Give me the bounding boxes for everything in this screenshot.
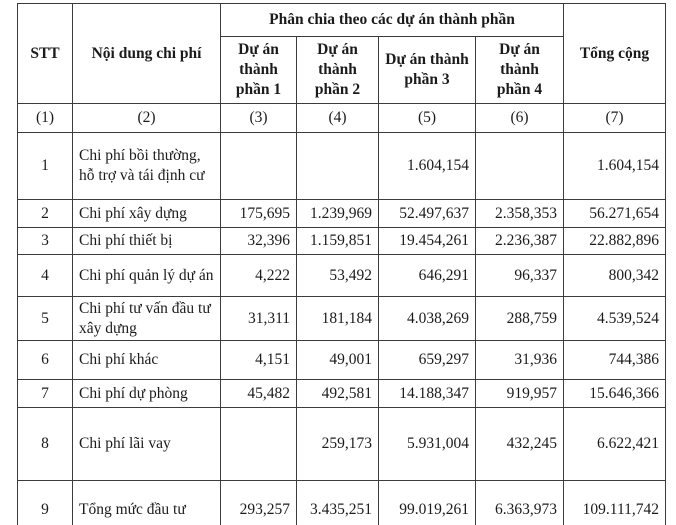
cell-value: 4.539,524 <box>564 297 666 341</box>
row-stt: 6 <box>18 341 73 380</box>
col-header-stt: STT <box>18 4 73 104</box>
cell-value: 109.111,742 <box>564 481 666 525</box>
row-label: Chi phí bồi thường, hỗ trợ và tái định cư <box>73 133 221 200</box>
table-row <box>18 297 666 341</box>
row-stt: 7 <box>18 380 73 408</box>
cell-value: 1.604,154 <box>379 133 476 200</box>
row-label: Chi phí thiết bị <box>73 228 221 255</box>
cell-value: 6.363,973 <box>476 481 564 525</box>
col-header-sub-2: Dự án thành phần 2 <box>297 37 379 104</box>
row-stt: 1 <box>18 133 73 200</box>
cell-value: 2.358,353 <box>476 200 564 228</box>
cell-value: 6.622,421 <box>564 408 666 481</box>
index-cell: (7) <box>564 104 666 133</box>
cell-value: 19.454,261 <box>379 228 476 255</box>
table-row <box>18 255 666 297</box>
row-label: Chi phí quản lý dự án <box>73 255 221 297</box>
cell-value: 15.646,366 <box>564 380 666 408</box>
cell-value <box>297 133 379 200</box>
col-header-sub-3: Dự án thành phần 3 <box>379 37 476 104</box>
table-row <box>18 341 666 380</box>
cell-value: 31,311 <box>221 297 297 341</box>
row-label: Chi phí lãi vay <box>73 408 221 481</box>
index-cell: (2) <box>73 104 221 133</box>
cell-value: 45,482 <box>221 380 297 408</box>
cell-value: 5.931,004 <box>379 408 476 481</box>
cell-value: 96,337 <box>476 255 564 297</box>
cell-value: 2.236,387 <box>476 228 564 255</box>
table-row <box>18 408 666 481</box>
row-label: Chi phí xây dựng <box>73 200 221 228</box>
cell-value: 800,342 <box>564 255 666 297</box>
col-header-sub-4: Dự án thành phần 4 <box>476 37 564 104</box>
table-row <box>18 228 666 255</box>
cell-value: 22.882,896 <box>564 228 666 255</box>
cell-value: 1.159,851 <box>297 228 379 255</box>
row-stt: 3 <box>18 228 73 255</box>
cell-value: 1.239,969 <box>297 200 379 228</box>
cell-value: 56.271,654 <box>564 200 666 228</box>
cell-value: 49,001 <box>297 341 379 380</box>
cell-value: 99.019,261 <box>379 481 476 525</box>
index-cell: (5) <box>379 104 476 133</box>
table-row <box>18 133 666 200</box>
cell-value: 293,257 <box>221 481 297 525</box>
cell-value: 646,291 <box>379 255 476 297</box>
cell-value: 52.497,637 <box>379 200 476 228</box>
table-row <box>18 380 666 408</box>
index-cell: (1) <box>18 104 73 133</box>
cell-value: 31,936 <box>476 341 564 380</box>
row-label: Tổng mức đầu tư <box>73 481 221 525</box>
cell-value: 4,222 <box>221 255 297 297</box>
cell-value: 3.435,251 <box>297 481 379 525</box>
row-stt: 5 <box>18 297 73 341</box>
cell-value: 14.188,347 <box>379 380 476 408</box>
cell-value: 4.038,269 <box>379 297 476 341</box>
col-header-group: Phân chia theo các dự án thành phần <box>221 4 564 37</box>
cost-table <box>17 3 666 525</box>
cell-value: 1.604,154 <box>564 133 666 200</box>
cell-value: 32,396 <box>221 228 297 255</box>
cell-value <box>221 133 297 200</box>
cell-value: 659,297 <box>379 341 476 380</box>
index-cell: (4) <box>297 104 379 133</box>
index-row <box>18 104 666 133</box>
row-stt: 8 <box>18 408 73 481</box>
col-header-noi-dung: Nội dung chi phí <box>73 4 221 104</box>
cell-value: 181,184 <box>297 297 379 341</box>
table-row <box>18 481 666 525</box>
col-header-sub-1: Dự án thành phần 1 <box>221 37 297 104</box>
col-header-tong-cong: Tổng cộng <box>564 4 666 104</box>
table-row <box>18 200 666 228</box>
cell-value: 919,957 <box>476 380 564 408</box>
cell-value: 744,386 <box>564 341 666 380</box>
row-stt: 4 <box>18 255 73 297</box>
row-label: Chi phí tư vấn đầu tư xây dựng <box>73 297 221 341</box>
index-cell: (6) <box>476 104 564 133</box>
row-stt: 9 <box>18 481 73 525</box>
cell-value: 4,151 <box>221 341 297 380</box>
cell-value: 288,759 <box>476 297 564 341</box>
header-row-top <box>18 4 666 37</box>
cell-value: 175,695 <box>221 200 297 228</box>
row-label: Chi phí khác <box>73 341 221 380</box>
cell-value: 53,492 <box>297 255 379 297</box>
row-label: Chi phí dự phòng <box>73 380 221 408</box>
cell-value <box>221 408 297 481</box>
cell-value: 259,173 <box>297 408 379 481</box>
index-cell: (3) <box>221 104 297 133</box>
cell-value: 432,245 <box>476 408 564 481</box>
row-stt: 2 <box>18 200 73 228</box>
cell-value <box>476 133 564 200</box>
cell-value: 492,581 <box>297 380 379 408</box>
